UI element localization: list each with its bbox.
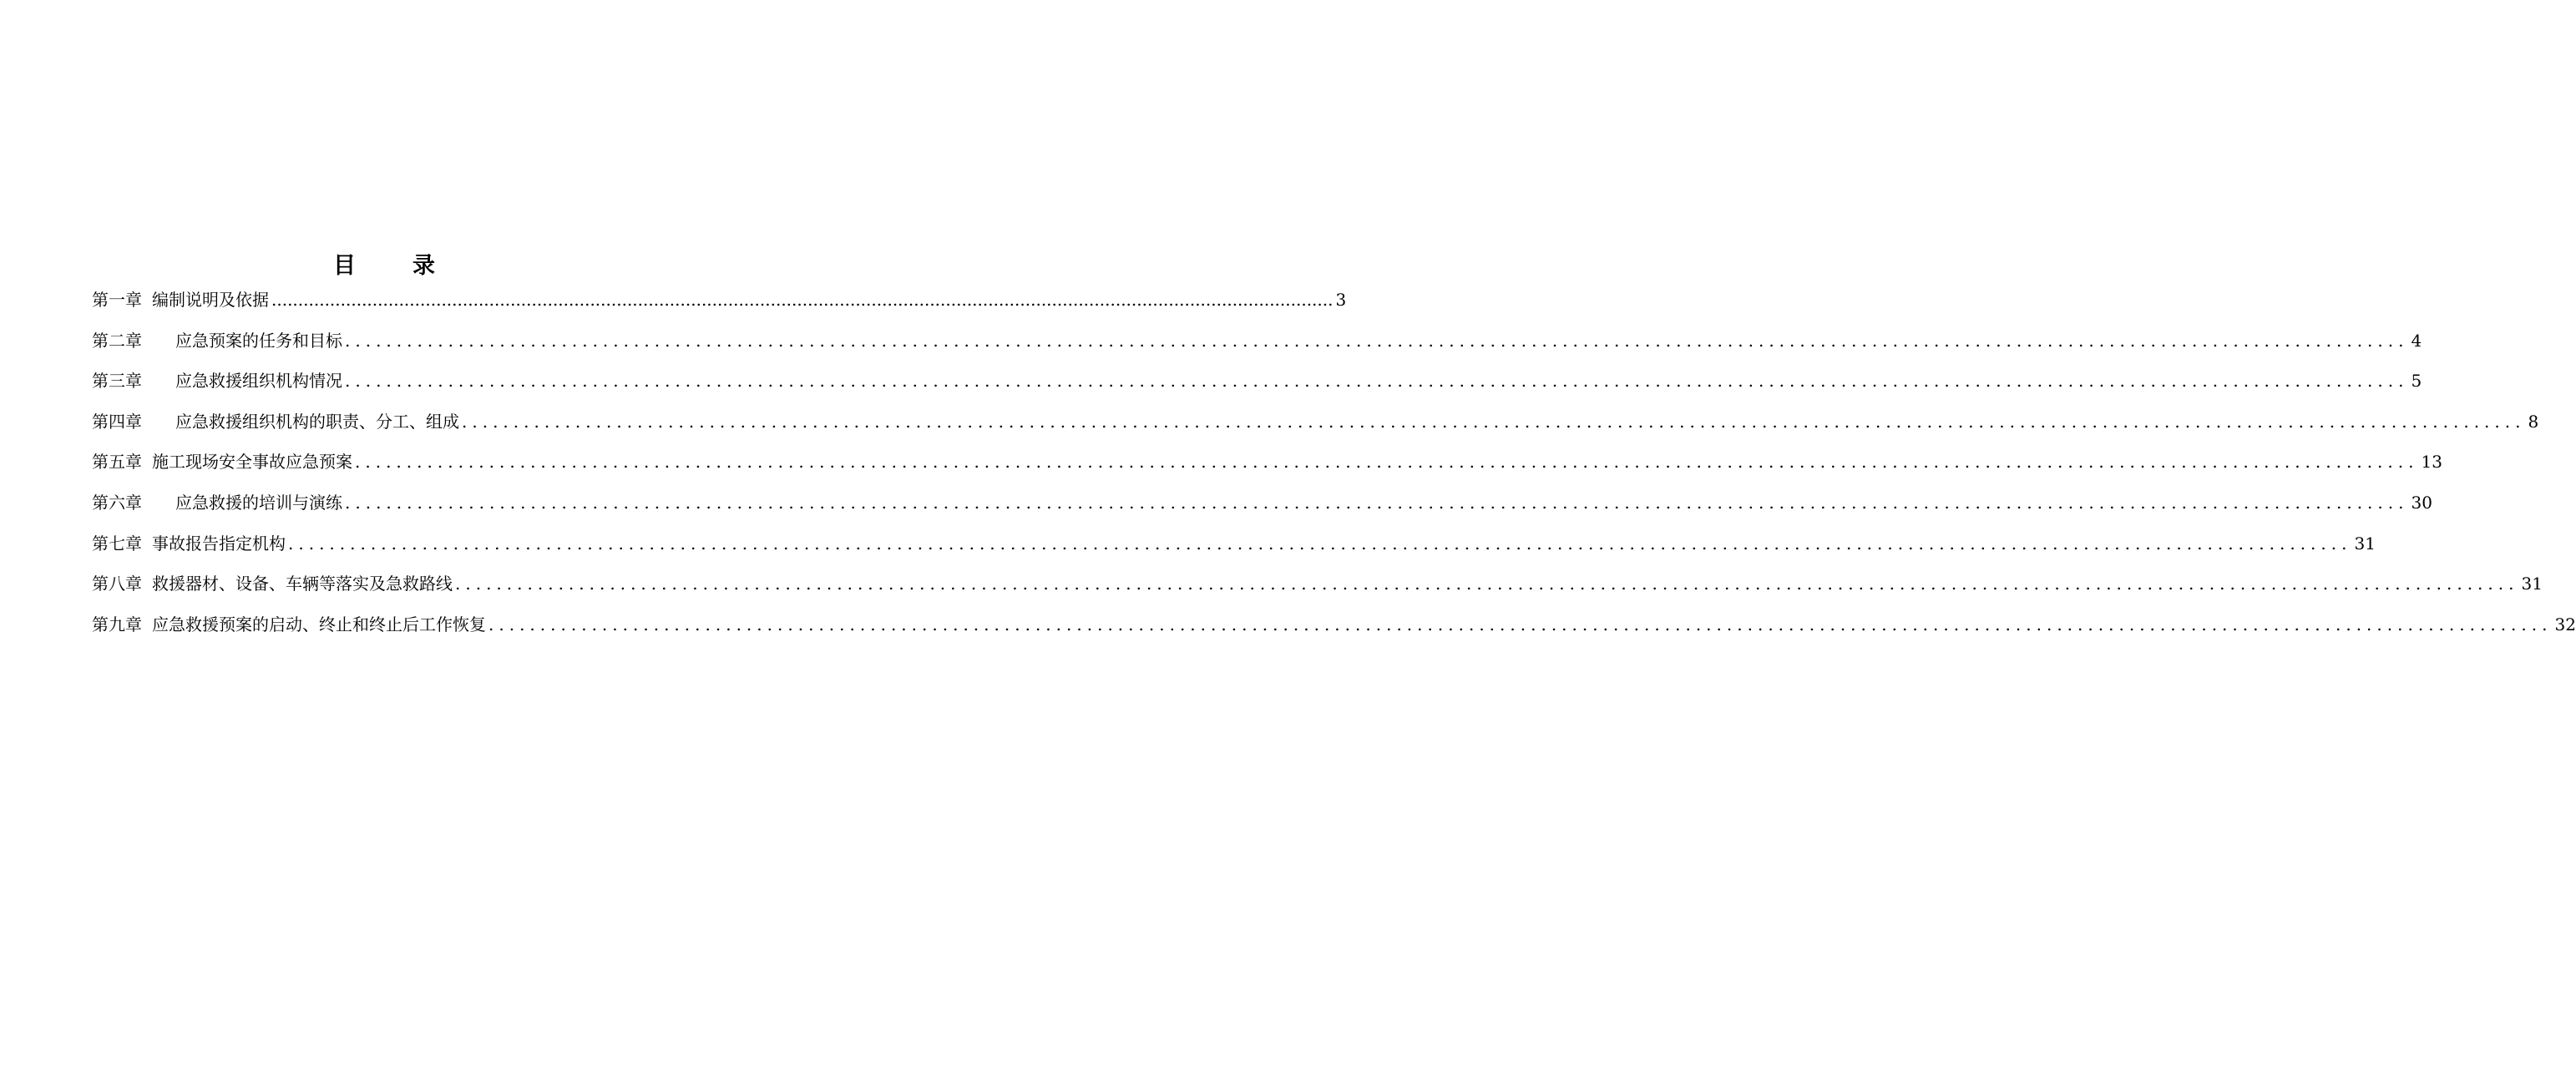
toc-chapter-label: 第二章: [92, 330, 142, 351]
toc-entry-title: 事故报告指定机构: [152, 533, 286, 554]
toc-page-number: 30: [2411, 492, 2432, 513]
toc-leader-dots: ........................................................................................................................................................................................................: [462, 411, 2526, 432]
toc-entry[interactable]: [92, 530, 2376, 571]
toc-entry[interactable]: [92, 448, 2442, 489]
toc-entry-title: 应急预案的任务和目标: [175, 330, 342, 351]
toc-entry-title: 编制说明及依据: [152, 290, 269, 310]
toc-chapter-label: 第一章: [92, 290, 142, 310]
toc-leader-dots: ........................................................................................................................................................................................................: [271, 290, 1334, 310]
toc-entry[interactable]: [92, 489, 2432, 530]
toc-entry[interactable]: [92, 408, 2539, 449]
toc-leader-dots: ........................................................................................................................................................................................................: [488, 614, 2553, 635]
toc-leader-dots: ........................................................................................................................................................................................................: [288, 533, 2352, 554]
toc-entry-title: 应急救援预案的启动、终止和终止后工作恢复: [152, 614, 486, 635]
toc-leader-dots: ........................................................................................................................................................................................................: [345, 371, 2409, 392]
toc-page-number: 31: [2354, 533, 2376, 554]
toc-chapter-label: 第九章: [92, 614, 142, 635]
toc-page-number: 8: [2528, 411, 2539, 432]
toc-leader-dots: ........................................................................................................................................................................................................: [355, 452, 2419, 473]
toc-chapter-label: 第八章: [92, 574, 142, 594]
toc-page-number: 13: [2421, 452, 2442, 473]
toc-page-number: 5: [2411, 371, 2422, 392]
toc-page-number: 3: [1335, 290, 1347, 310]
toc-entry[interactable]: [92, 327, 2422, 368]
toc-page-number: 31: [2521, 574, 2543, 594]
toc-title-part1: 目: [333, 253, 356, 279]
toc-entry-title: 救援器材、设备、车辆等落实及急救路线: [152, 574, 453, 594]
toc-leader-dots: ........................................................................................................................................................................................................: [345, 330, 2409, 351]
toc-entry-title: 应急救援的培训与演练: [175, 492, 342, 513]
toc-entry[interactable]: [92, 611, 2576, 652]
toc-entry-title: 施工现场安全事故应急预案: [152, 452, 352, 473]
toc-page-number: 32: [2554, 614, 2576, 635]
toc-title: [0, 247, 768, 280]
toc-leader-dots: ........................................................................................................................................................................................................: [345, 492, 2409, 513]
toc-chapter-label: 第三章: [92, 371, 142, 392]
toc-chapter-label: 第五章: [92, 452, 142, 473]
toc-entry-title: 应急救援组织机构的职责、分工、组成: [175, 411, 459, 432]
toc-list: [92, 286, 2576, 651]
toc-entry[interactable]: [92, 570, 2543, 611]
toc-page-number: 4: [2411, 330, 2422, 351]
toc-entry-title: 应急救援组织机构情况: [175, 371, 342, 392]
toc-entry[interactable]: [92, 286, 1347, 327]
toc-chapter-label: 第四章: [92, 411, 142, 432]
toc-leader-dots: ........................................................................................................................................................................................................: [455, 574, 2519, 594]
toc-entry[interactable]: [92, 367, 2422, 408]
toc-title-part2: 录: [412, 253, 435, 279]
toc-chapter-label: 第七章: [92, 533, 142, 554]
toc-chapter-label: 第六章: [92, 492, 142, 513]
